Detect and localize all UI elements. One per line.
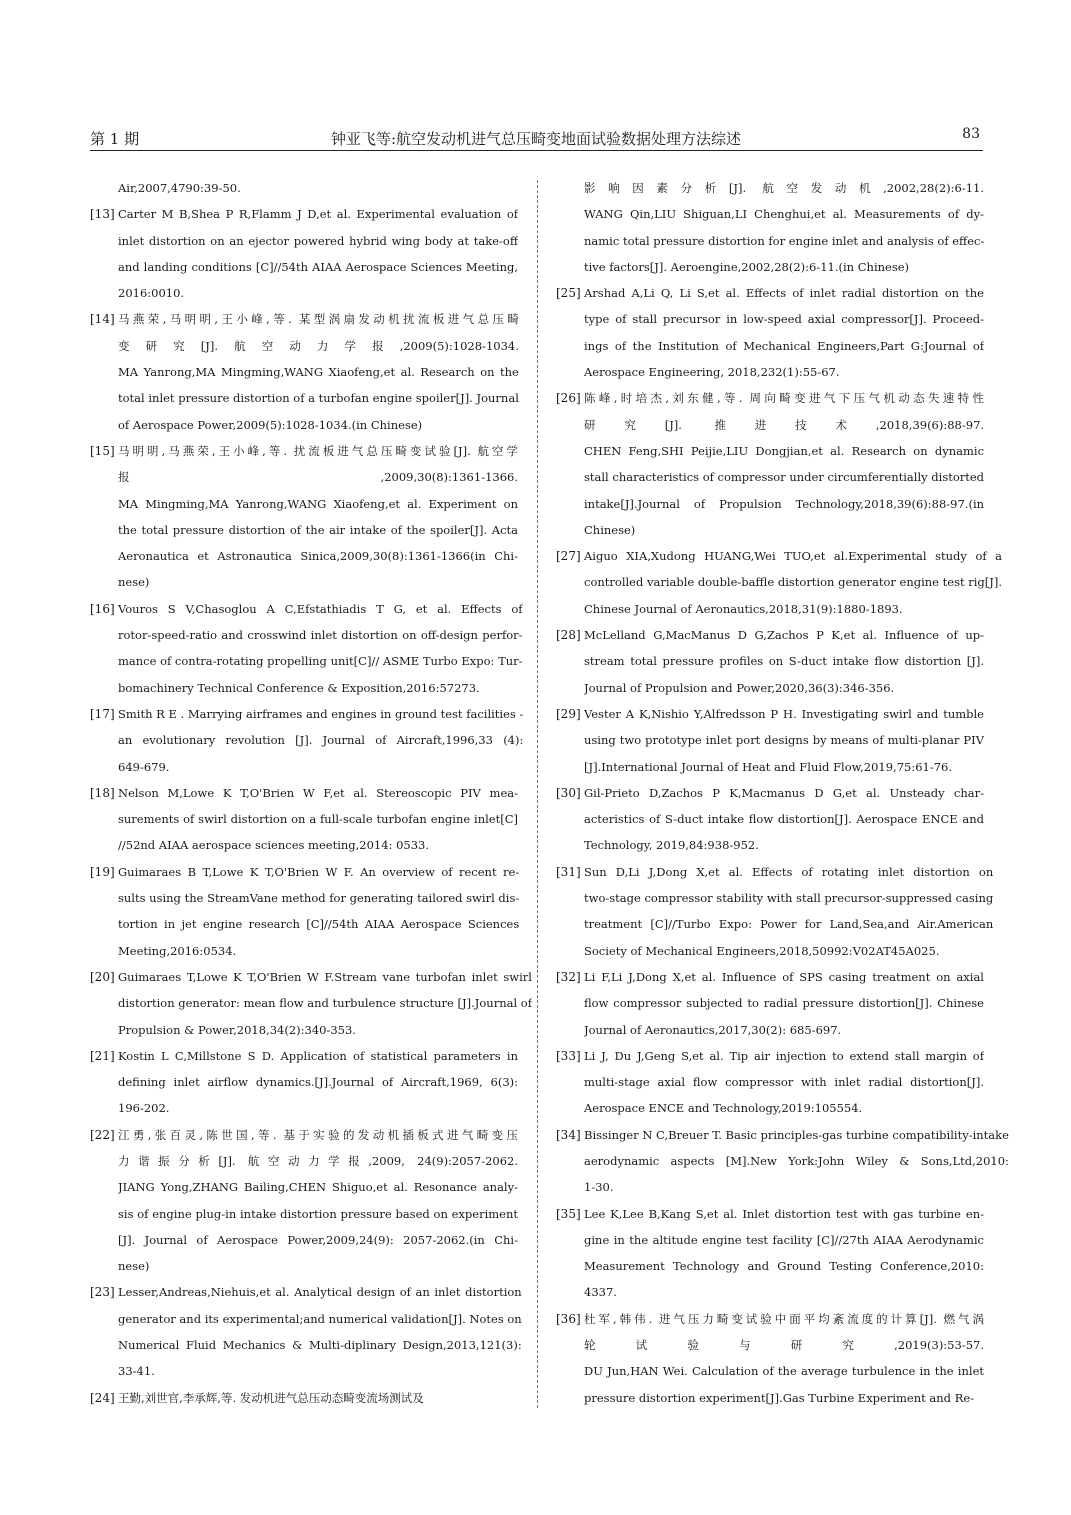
reference-number: [33]	[556, 1048, 581, 1063]
reference-line: Li F,Li J,Dong X,et al. Influence of SPS casing treatment on axial	[584, 969, 984, 984]
page-header	[90, 124, 982, 148]
column-divider	[537, 180, 538, 1408]
reference-number: [18]	[90, 785, 115, 800]
reference-line: Gil-Prieto D,Zachos P K,Macmanus D G,et al. Unsteady char-	[584, 785, 984, 800]
reference-line: MA Yanrong,MA Mingming,WANG Xiaofeng,et al. Research on the	[118, 365, 519, 380]
reference-number: [19]	[90, 864, 115, 879]
reference-line: Aiguo XIA,Xudong HUANG,Wei TUO,et al.Experimental study of a	[584, 549, 1003, 564]
reference-line: Measurement Technology and Ground Testing Conference,2010:	[584, 1259, 984, 1274]
reference-line: total inlet pressure distortion of a turbofan engine spoiler[J]. Journal	[118, 391, 519, 406]
reference-line: Chinese)	[584, 522, 636, 537]
reference-number: [25]	[556, 286, 581, 301]
reference-line: 马燕荣,马明明,王小峰,等. 某型涡扇发动机扰流板进气总压畸	[118, 312, 519, 327]
reference-line: tortion in jet engine research [C]//54th AIAA Aerospace Sciences	[118, 917, 520, 932]
reference-text	[584, 1122, 1009, 1201]
reference-entry	[90, 859, 518, 964]
reference-text	[584, 859, 993, 964]
reference-line: mance of contra-rotating propelling unit[C]// ASME Turbo Expo: Tur-	[118, 654, 523, 669]
reference-line: Arshad A,Li Q, Li S,et al. Effects of inlet radial distortion on the	[584, 286, 984, 301]
reference-line: 2016:0010.	[118, 286, 185, 301]
reference-line: an evolutionary revolution [J]. Journal of Aircraft,1996,33 (4):	[118, 733, 524, 748]
reference-number: [24]	[90, 1390, 115, 1405]
reference-line: 196-202.	[118, 1101, 170, 1116]
reference-line: 王勤,刘世官,李承辉,等. 发动机进气总压动态畸变流场测试及	[118, 1390, 424, 1405]
reference-line: gine in the altitude engine test facility [C]//27th AIAA Aerodynamic	[584, 1232, 984, 1247]
reference-entry	[556, 1043, 984, 1122]
reference-text	[118, 201, 518, 306]
reference-entry	[556, 385, 984, 543]
reference-line: multi-stage axial flow compressor with inlet radial distortion[J].	[584, 1075, 984, 1090]
reference-line: and landing conditions [C]//54th AIAA Aerospace Sciences Meeting,	[118, 259, 518, 274]
reference-entry	[90, 701, 524, 780]
reference-line: Journal of Propulsion and Power,2020,36(3):346-356.	[584, 680, 895, 695]
reference-number: [23]	[90, 1285, 115, 1300]
reference-line: ings of the Institution of Mechanical Engineers,Part G:Journal of	[584, 338, 984, 353]
reference-number: [34]	[556, 1127, 581, 1142]
reference-line: Bissinger N C,Breuer T. Basic principles-gas turbine compatibility-intake	[584, 1127, 1009, 1142]
reference-entry	[90, 1385, 518, 1411]
reference-number: [20]	[90, 969, 115, 984]
reference-text	[584, 964, 984, 1043]
reference-line: sults using the StreamVane method for generating tailored swirl dis-	[118, 891, 520, 906]
reference-number: [35]	[556, 1206, 581, 1221]
reference-line: JIANG Yong,ZHANG Bailing,CHEN Shiguo,et al. Resonance analy-	[118, 1180, 518, 1195]
reference-entry	[90, 1122, 518, 1280]
reference-line: stall characteristics of compressor under circumferentially distorted	[584, 470, 985, 485]
reference-text	[118, 1043, 518, 1122]
reference-number: [31]	[556, 864, 581, 879]
reference-text	[584, 385, 984, 543]
reference-entry	[90, 1043, 518, 1122]
reference-number: [13]	[90, 207, 115, 222]
reference-entry	[556, 1122, 1009, 1201]
reference-line: acteristics of S-duct intake flow distortion[J]. Aerospace ENCE and	[584, 812, 984, 827]
reference-entry	[556, 780, 984, 859]
reference-line: Chinese Journal of Aeronautics,2018,31(9):1880-1893.	[584, 601, 903, 616]
reference-entry	[556, 1306, 984, 1411]
reference-line: Smith R E . Marrying airframes and engines in ground test facilities -	[118, 706, 524, 721]
reference-text	[118, 701, 523, 780]
reference-entry	[556, 701, 984, 780]
reference-line: Vouros S V,Chasoglou A C,Efstathiadis T G, et al. Effects of	[118, 601, 523, 616]
reference-number: [16]	[90, 601, 115, 616]
reference-line: [J].International Journal of Heat and Fluid Flow,2019,75:61-76.	[584, 759, 953, 774]
reference-entry	[90, 964, 532, 1043]
reference-line: surements of swirl distortion on a full-scale turbofan engine inlet[C]	[118, 812, 518, 827]
reference-entry	[90, 306, 518, 437]
reference-line: of Aerospace Power,2009(5):1028-1034.(in Chinese)	[118, 417, 423, 432]
reference-line: [J]. Journal of Aerospace Power,2009,24(9): 2057-2062.(in Chi-	[118, 1232, 518, 1247]
reference-line: tive factors[J]. Aeroengine,2002,28(2):6-11.(in Chinese)	[584, 259, 910, 274]
reference-number: [30]	[556, 785, 581, 800]
reference-line: 变研究[J].航空动力学报,2009(5):1028-1034.	[118, 338, 519, 353]
reference-line: 1-30.	[584, 1180, 614, 1195]
reference-line: rotor-speed-ratio and crosswind inlet distortion on off-design perfor-	[118, 628, 523, 643]
reference-line: inlet distortion on an ejector powered hybrid wing body at take-off	[118, 233, 518, 248]
reference-line: Aerospace Engineering, 2018,232(1):55-67.	[584, 365, 840, 380]
reference-text	[584, 1043, 984, 1122]
reference-line: sis of engine plug-in intake distortion pressure based on experiment	[118, 1206, 518, 1221]
reference-line: Numerical Fluid Mechanics & Multi-diplinary Design,2013,121(3):	[118, 1338, 522, 1353]
reference-line: Technology, 2019,84:938-952.	[584, 838, 759, 853]
reference-line: Air,2007,4790:39-50.	[118, 181, 241, 195]
reference-line: Nelson M,Lowe K T,O'Brien W F,et al. Stereoscopic PIV mea-	[118, 785, 518, 800]
reference-line: //52nd AIAA aerospace sciences meeting,2014: 0533.	[118, 838, 430, 853]
page-number: 83	[962, 126, 980, 142]
reference-text	[118, 306, 519, 437]
reference-line: 报,2009,30(8):1361-1366.	[118, 470, 518, 485]
reference-number: [26]	[556, 391, 581, 406]
reference-text	[584, 280, 984, 385]
reference-entry	[90, 438, 518, 596]
reference-number: [14]	[90, 312, 115, 327]
reference-line: Guimaraes B T,Lowe K T,O'Brien W F. An overview of recent re-	[118, 864, 520, 879]
reference-entry	[556, 964, 984, 1043]
reference-number: [36]	[556, 1311, 581, 1326]
reference-text	[118, 1279, 522, 1384]
reference-text	[118, 1122, 518, 1280]
reference-line: MA Mingming,MA Yanrong,WANG Xiaofeng,et al. Experiment on	[118, 496, 518, 511]
reference-line: 杜军,韩伟. 进气压力畸变试验中面平均紊流度的计算[J]. 燃气涡	[584, 1311, 984, 1326]
reference-text	[118, 859, 519, 964]
reference-line: generator and its experimental;and numerical validation[J]. Notes on	[118, 1311, 522, 1326]
reference-line: nese)	[118, 1259, 150, 1274]
reference-line: McLelland G,MacManus D G,Zachos P K,et al. Influence of up-	[584, 628, 984, 643]
reference-line: distortion generator: mean flow and turbulence structure [J].Journal of	[118, 996, 532, 1011]
reference-line: Kostin L C,Millstone S D. Application of statistical parameters in	[118, 1048, 518, 1063]
reference-text	[584, 701, 984, 780]
reference-entry	[90, 1279, 522, 1384]
reference-line: Li J, Du J,Geng S,et al. Tip air injection to extend stall margin of	[584, 1048, 984, 1063]
reference-number: [15]	[90, 443, 115, 458]
reference-line: Aerospace ENCE and Technology,2019:105554.	[584, 1101, 863, 1116]
reference-number: [22]	[90, 1127, 115, 1142]
reference-line: pressure distortion experiment[J].Gas Turbine Experiment and Re-	[584, 1390, 975, 1405]
reference-text	[118, 438, 518, 596]
reference-number: [17]	[90, 706, 115, 721]
issue-label: 第 1 期	[90, 130, 140, 148]
reference-line: DU Jun,HAN Wei. Calculation of the average turbulence in the inlet	[584, 1364, 984, 1379]
reference-line: using two prototype inlet port designs by means of multi-planar PIV	[584, 733, 984, 748]
reference-entry	[556, 543, 1003, 622]
reference-line: 马明明,马燕荣,王小峰,等. 扰流板进气总压畸变试验[J]. 航空学	[118, 443, 518, 458]
reference-text	[584, 1201, 984, 1306]
reference-text	[118, 964, 532, 1043]
running-title: 钟亚飞等:航空发动机进气总压畸变地面试验数据处理方法综述	[330, 130, 742, 148]
reference-line: Guimaraes T,Lowe K T,O'Brien W F.Stream vane turbofan inlet swirl	[118, 969, 532, 984]
reference-line: defining inlet airflow dynamics.[J].Journal of Aircraft,1969, 6(3):	[118, 1075, 518, 1090]
reference-line: Lee K,Lee B,Kang S,et al. Inlet distortion test with gas turbine en-	[584, 1206, 984, 1221]
reference-text	[118, 780, 518, 859]
reference-entry	[556, 1201, 984, 1306]
reference-line: intake[J].Journal of Propulsion Technology,2018,39(6):88-97.(in	[584, 496, 985, 511]
reference-line: type of stall precursor in low-speed axial compressor[J]. Proceed-	[584, 312, 984, 327]
reference-line: WANG Qin,LIU Shiguan,LI Chenghui,et al. Measurements of dy-	[584, 207, 984, 222]
reference-line: bomachinery Technical Conference & Exposition,2016:57273.	[118, 680, 480, 695]
reference-text	[584, 780, 984, 859]
reference-entry	[556, 859, 994, 964]
reference-line: 4337.	[584, 1285, 617, 1300]
right-column	[556, 175, 1009, 1411]
reference-line: 影响因素分析[J]. 航空发动机,2002,28(2):6-11.	[584, 181, 984, 195]
reference-line: flow compressor subjected to radial pressure distortion[J]. Chinese	[584, 996, 984, 1011]
reference-number: [32]	[556, 969, 581, 984]
reference-line: 轮试验与研究,2019(3):53-57.	[584, 1338, 984, 1353]
reference-text	[584, 543, 1002, 622]
reference-entry	[90, 780, 518, 859]
reference-text	[118, 596, 523, 701]
reference-entry	[556, 280, 984, 385]
reference-number: [27]	[556, 549, 581, 564]
reference-number: [21]	[90, 1048, 115, 1063]
reference-line: controlled variable double-baffle distortion generator engine test rig[J].	[584, 575, 1003, 590]
left-column	[90, 175, 532, 1411]
reference-line: 研究[J]. 推进技术,2018,39(6):88-97.	[584, 417, 985, 432]
reference-line: 陈峰,时培杰,刘东健,等. 周向畸变进气下压气机动态失速特性	[584, 391, 985, 406]
reference-entry	[90, 201, 518, 306]
reference-line: treatment [C]//Turbo Expo: Power for Land,Sea,and Air.American	[584, 917, 994, 932]
reference-line: Lesser,Andreas,Niehuis,et al. Analytical design of an inlet distortion	[118, 1285, 522, 1300]
reference-line: stream total pressure profiles on S-duct intake flow distortion [J].	[584, 654, 984, 669]
reference-text	[584, 622, 984, 701]
reference-line: Sun D,Li J,Dong X,et al. Effects of rotating inlet distortion on	[584, 864, 994, 879]
reference-line: Aeronautica et Astronautica Sinica,2009,30(8):1361-1366(in Chi-	[118, 549, 518, 564]
reference-line: Society of Mechanical Engineers,2018,50992:V02AT45A025.	[584, 943, 940, 958]
reference-line: Meeting,2016:0534.	[118, 943, 237, 958]
reference-line: 33-41.	[118, 1364, 155, 1379]
reference-line: the total pressure distortion of the air intake of the spoiler[J]. Acta	[118, 522, 518, 537]
reference-text	[118, 1385, 518, 1411]
reference-line: Carter M B,Shea P R,Flamm J D,et al. Experimental evaluation of	[118, 207, 518, 222]
reference-line: nese)	[118, 575, 150, 590]
reference-line: namic total pressure distortion for engine inlet and analysis of effec-	[584, 233, 984, 248]
reference-entry	[556, 622, 984, 701]
reference-line: Vester A K,Nishio Y,Alfredsson P H. Investigating swirl and tumble	[584, 706, 984, 721]
reference-line: 江勇,张百灵,陈世国,等. 基于实验的发动机插板式进气畸变压	[118, 1127, 518, 1142]
reference-line: 力谐振分析[J]. 航空动力学报,2009, 24(9):2057-2062.	[118, 1153, 518, 1168]
reference-line: Propulsion & Power,2018,34(2):340-353.	[118, 1022, 356, 1037]
reference-number: [29]	[556, 706, 581, 721]
reference-number: [28]	[556, 628, 581, 643]
reference-text	[584, 1306, 984, 1411]
reference-line: 649-679.	[118, 759, 170, 774]
reference-entry	[90, 596, 523, 701]
reference-line: Journal of Aeronautics,2017,30(2): 685-697.	[584, 1022, 842, 1037]
reference-line: aerodynamic aspects [M].New York:John Wiley & Sons,Ltd,2010:	[584, 1153, 1009, 1168]
reference-line: CHEN Feng,SHI Peijie,LIU Dongjian,et al. Research on dynamic	[584, 443, 985, 458]
reference-line: two-stage compressor stability with stall precursor-suppressed casing	[584, 891, 994, 906]
header-rule	[90, 150, 983, 151]
